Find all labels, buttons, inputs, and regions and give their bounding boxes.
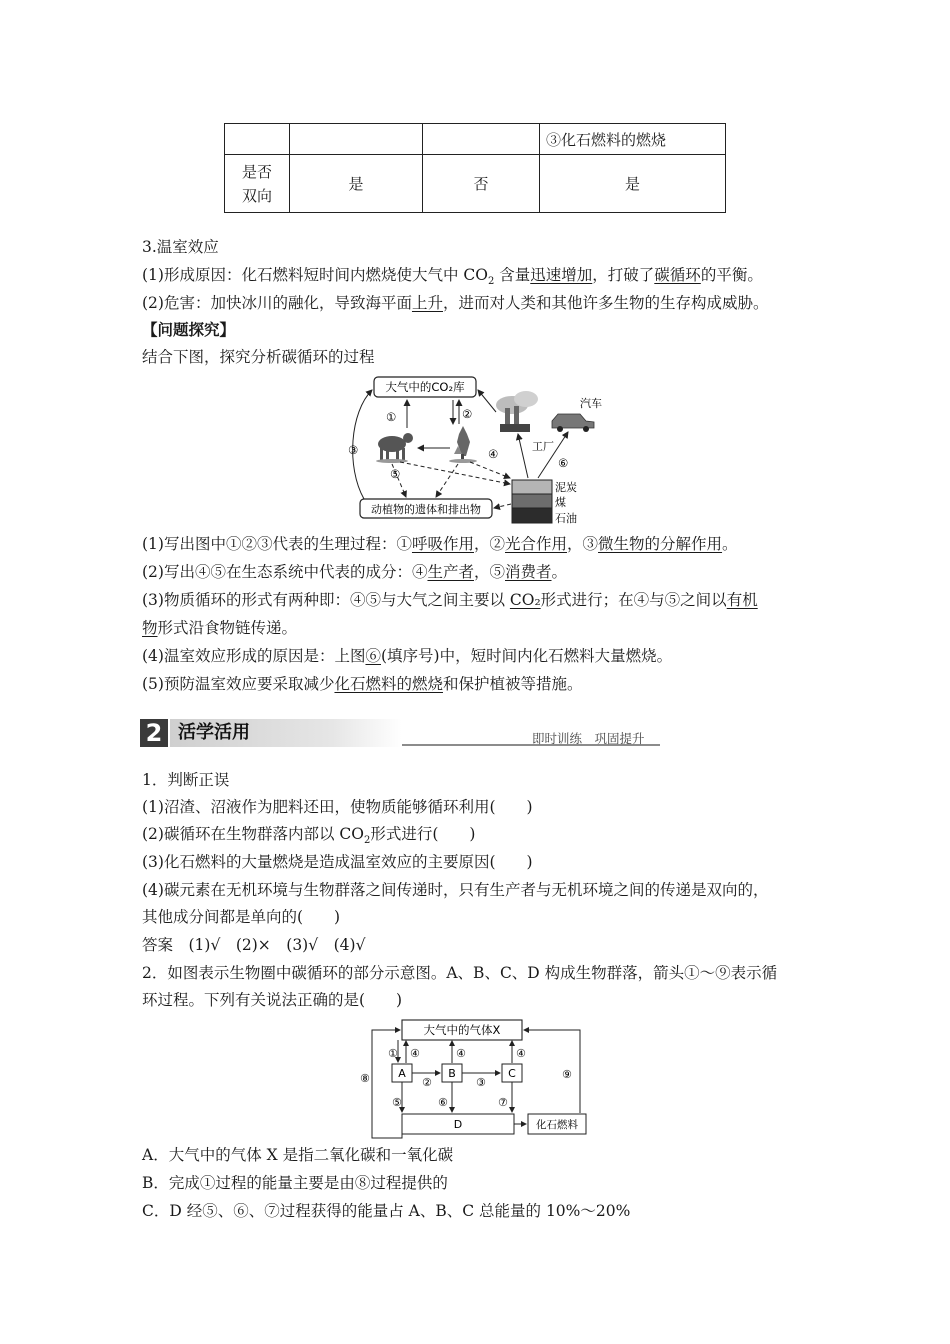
carbon-cycle-diagram-2 — [358, 1016, 596, 1140]
svg-text:C: C — [508, 1067, 516, 1080]
table-cell: 否 — [423, 155, 540, 213]
arrow-fossil-to-factory — [518, 434, 528, 478]
answer-blank: 碳循环 — [654, 266, 701, 284]
comparison-table — [224, 123, 726, 213]
question-4: (4)温室效应形成的原因是：上图⑥(填序号)中，短时间内化石燃料大量燃烧。 — [142, 647, 673, 665]
arrow-to-fossil-2 — [470, 462, 510, 478]
question-3-cont: 物形式沿食物链传递。 — [142, 619, 298, 637]
section-heading: 3.温室效应 — [142, 238, 219, 256]
section-banner — [140, 719, 645, 747]
fossil-label: 化石燃料 — [536, 1119, 578, 1131]
question-3: (3)物质循环的形式有两种即：④⑤与大气之间主要以 CO₂形式进行；在④与⑤之间以有机 — [142, 591, 758, 609]
label-n1: ① — [386, 410, 397, 424]
svg-text:④: ④ — [516, 1047, 526, 1060]
explore-heading: 【问题探究】 — [142, 320, 236, 339]
svg-text:④: ④ — [410, 1047, 420, 1060]
arrow-fossil-to-car — [538, 432, 568, 478]
paragraph-harm: (2)危害：加快冰川的融化，导致海平面上升，进而对人类和其他许多生物的生存构成威胁。 — [142, 294, 769, 312]
option-a: A．大气中的气体 X 是指二氧化碳和一氧化碳 — [142, 1146, 454, 1164]
exercise-1-item: (3)化石燃料的大量燃烧是造成温室效应的主要原因( ) — [142, 853, 533, 871]
exercise-1-item: (4)碳元素在无机环境与生物群落之间传递时，只有生产者与无机环境之间的传递是双向的， — [142, 881, 769, 899]
svg-text:A: A — [398, 1067, 406, 1080]
label-n2: ② — [462, 407, 473, 421]
label-n6: ⑥ — [558, 456, 569, 470]
table-cell: 是 — [540, 155, 726, 213]
paragraph-cause: (1)形成原因：化石燃料短时间内燃烧使大气中 $CO_2$ 含量迅速增加，打破了碳循环的平衡。 — [142, 266, 763, 288]
remains-label: 动植物的遗体和排出物 — [371, 503, 481, 516]
table-row — [225, 124, 726, 155]
answer-blank: 迅速增加 — [530, 266, 593, 284]
coal-label: 煤 — [555, 496, 566, 509]
arrow-factory-to-co2 — [478, 390, 496, 412]
table-row — [225, 155, 726, 213]
exercise-1-heading: 1．判断正误 — [142, 771, 230, 789]
exercise-1-item-cont: 其他成分间都是单向的( ) — [142, 908, 341, 926]
factory-icon — [496, 391, 538, 432]
section-title: 活学活用 — [170, 719, 402, 747]
exercise-2-stem-cont: 环过程。下列有关说法正确的是( ) — [142, 991, 403, 1009]
section-number: 2 — [140, 719, 168, 747]
svg-text:⑥: ⑥ — [438, 1096, 448, 1109]
oil-layer — [512, 508, 552, 523]
oil-label: 石油 — [555, 512, 577, 525]
svg-text:③: ③ — [476, 1076, 486, 1089]
car-label: 汽车 — [580, 397, 602, 410]
answer-blank: 上升 — [411, 294, 443, 312]
arrow-fossil-to-remains — [494, 504, 511, 508]
table-row-label: 是否 双向 — [225, 155, 290, 213]
car-icon — [552, 414, 594, 432]
arrow-5b — [436, 464, 458, 497]
question-2: (2)写出④⑤在生态系统中代表的成分：④生产者，⑤消费者。 — [142, 563, 568, 581]
factory-label: 工厂 — [532, 440, 554, 453]
answer-line: 答案 (1)√ (2)× (3)√ (4)√ — [142, 936, 366, 954]
gas-x-label: 大气中的气体X — [423, 1023, 501, 1037]
svg-text:④: ④ — [456, 1047, 466, 1060]
exercise-1-item: (1)沼渣、沼液作为肥料还田，使物质能够循环利用( ) — [142, 798, 533, 816]
co2-pool-label: 大气中的CO₂库 — [385, 380, 465, 394]
svg-text:⑦: ⑦ — [498, 1096, 508, 1109]
svg-text:①: ① — [388, 1047, 398, 1060]
exercise-2-stem: 2．如图表示生物圈中碳循环的部分示意图。A、B、C、D 构成生物群落，箭头①～⑨表示循 — [142, 964, 778, 982]
svg-text:⑨: ⑨ — [562, 1068, 572, 1081]
question-5: (5)预防温室效应要采取减少化石燃料的燃烧和保护植被等措施。 — [142, 675, 583, 693]
question-1: (1)写出图中①②③代表的生理过程：①呼吸作用，②光合作用，③微生物的分解作用。 — [142, 535, 738, 553]
label-n3: ③ — [348, 443, 359, 457]
tree-icon — [449, 426, 477, 463]
svg-text:D: D — [453, 1118, 463, 1131]
svg-text:B: B — [448, 1067, 456, 1080]
option-b: B．完成①过程的能量主要是由⑧过程提供的 — [142, 1174, 448, 1192]
arrow-to-fossil-1 — [400, 462, 510, 484]
exercise-1-item: (2)碳循环在生物群落内部以 $CO_2$形式进行( ) — [142, 825, 476, 847]
svg-text:⑤: ⑤ — [392, 1096, 402, 1109]
peat-layer — [512, 480, 552, 494]
section-subtitle: 即时训练 巩固提升 — [532, 731, 645, 746]
label-n4: ④ — [488, 447, 499, 461]
peat-label: 泥炭 — [555, 481, 577, 494]
option-c: C．D 经⑤、⑥、⑦过程获得的能量占 A、B、C 总能量的 10%～20% — [142, 1202, 631, 1220]
label-n5: ⑤ — [390, 467, 401, 481]
svg-text:⑧: ⑧ — [360, 1072, 370, 1085]
coal-layer — [512, 494, 552, 508]
svg-text:②: ② — [422, 1076, 432, 1089]
cow-icon — [376, 433, 413, 463]
carbon-cycle-diagram — [340, 372, 620, 530]
explore-intro: 结合下图，探究分析碳循环的过程 — [142, 348, 375, 366]
table-cell: ③化石燃料的燃烧 — [540, 124, 726, 155]
table-cell: 是 — [290, 155, 423, 213]
